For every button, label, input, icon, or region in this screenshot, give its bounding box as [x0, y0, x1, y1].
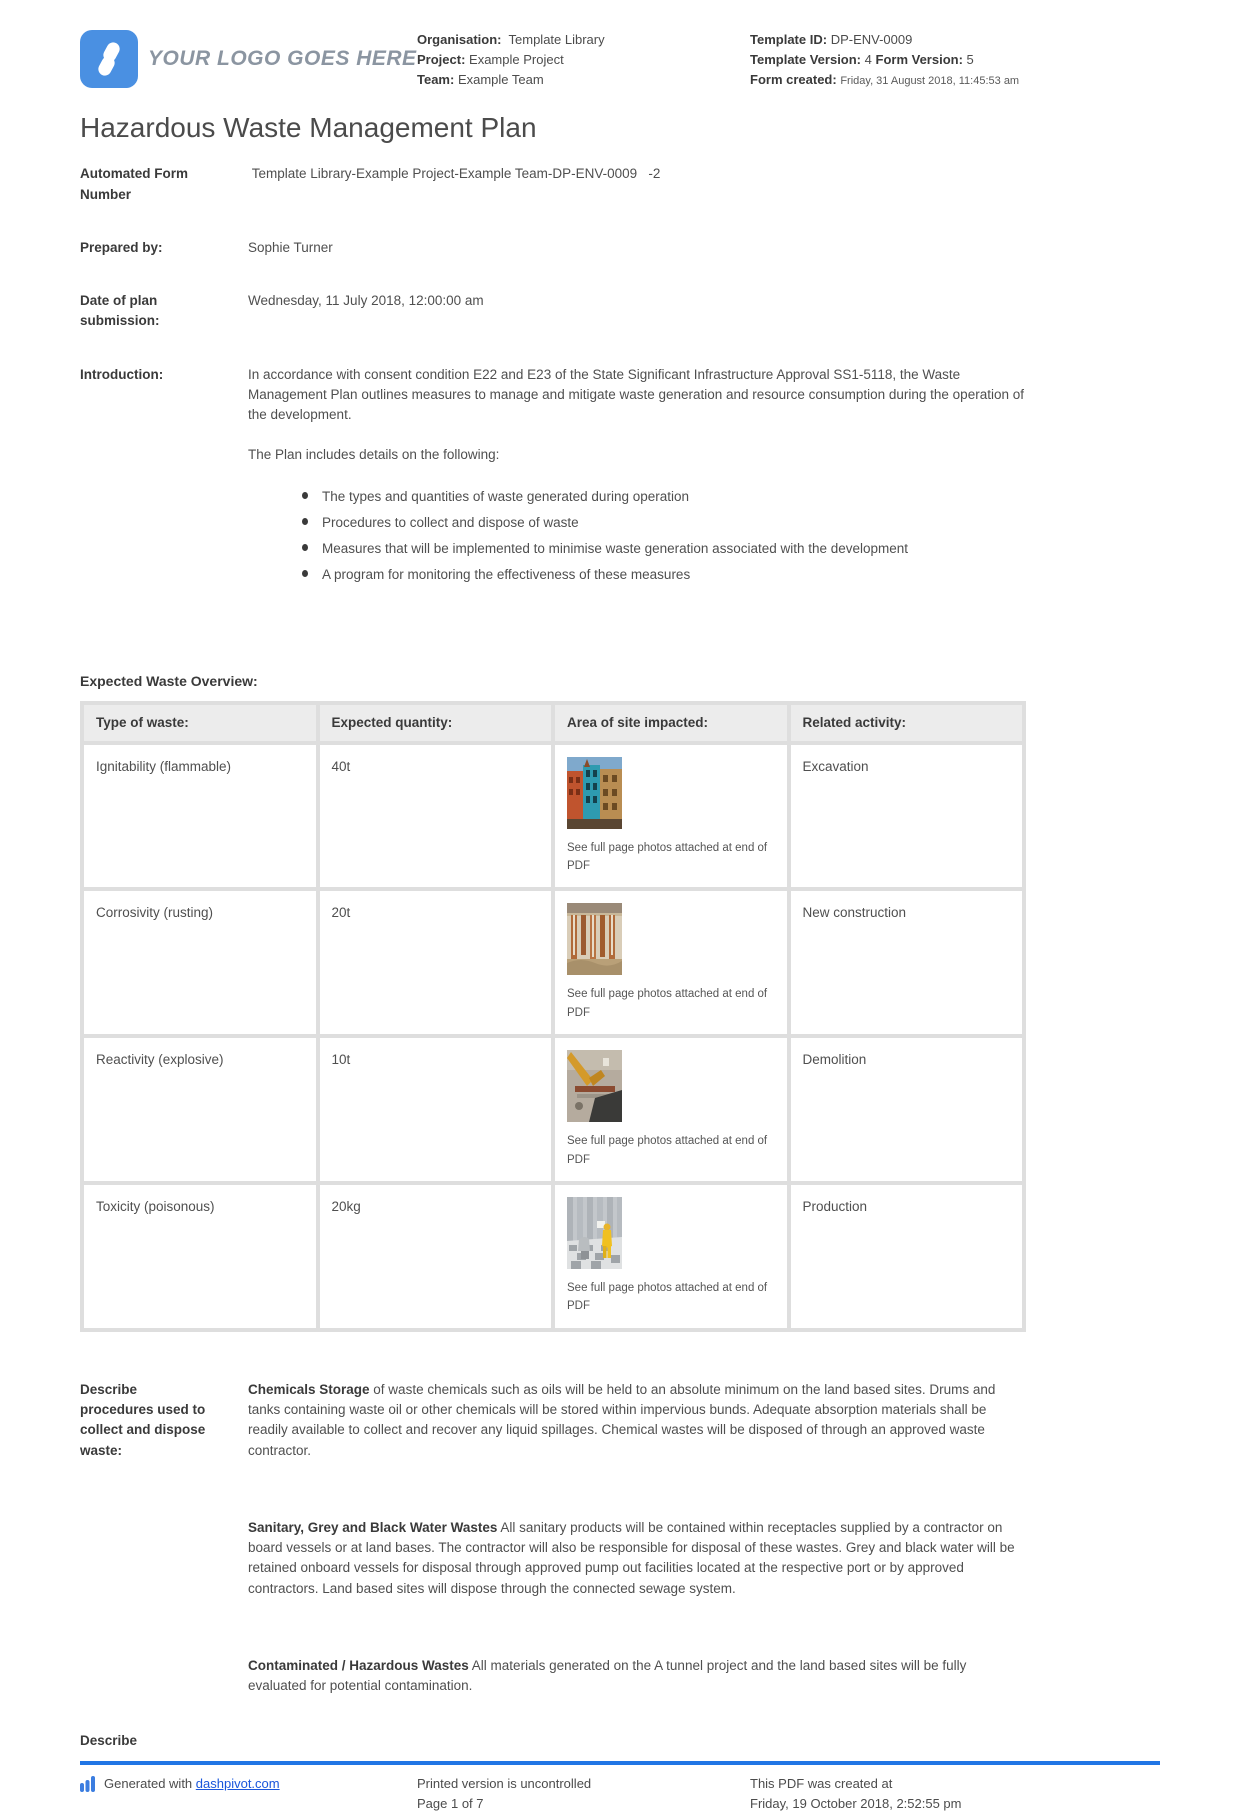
photo-caption: See full page photos attached at end of PDF: [567, 841, 768, 873]
project-value: Example Project: [469, 52, 564, 68]
activity-cell: Production: [791, 1185, 1023, 1328]
col-related-activity: Related activity:: [791, 705, 1023, 741]
demolition-excavator-photo: [567, 1050, 622, 1122]
expected-waste-table: [80, 701, 1026, 1332]
quantity-cell: 40t: [320, 745, 552, 888]
paragraph-text: All sanitary products will be contained within receptacles supplied by a contractor on board vessels or at land bases. The contractor will also be responsible for disposal of these wastes. Grey and black water will be retained onboard vessels for disposal through approved pump out facilities located at the respective port or by approved contractors. Land based sites will dispose through the connected sewage system.: [248, 1519, 1015, 1596]
bar-chart-icon: [80, 1776, 96, 1792]
list-item: [302, 539, 1026, 559]
activity-cell: Excavation: [791, 745, 1023, 888]
photo-cell: [555, 1038, 787, 1181]
bullet-text: Procedures to collect and dispose of waste: [322, 514, 579, 530]
rusted-pillars-photo: [567, 903, 622, 975]
introduction-lead-in: The Plan includes details on the following:: [248, 447, 500, 463]
document-footer: [80, 1748, 1160, 1814]
bullet-text: A program for monitoring the effectiveness of these measures: [322, 567, 691, 583]
form-number-label: Automated Form Number: [80, 166, 188, 202]
template-version-value: 4: [864, 52, 872, 68]
dashpivot-link[interactable]: dashpivot.com: [195, 1776, 280, 1792]
introduction-label: Introduction:: [80, 366, 164, 382]
form-version-value: 5: [966, 52, 974, 68]
photo-cell: [555, 891, 787, 1034]
colorful-buildings-photo: [567, 757, 622, 829]
table-header-row: [84, 705, 1022, 741]
field-procedures: [80, 1380, 1160, 1697]
table-row: [84, 745, 1022, 888]
next-section-label: Describe: [80, 1733, 138, 1749]
logo-placeholder-text: YOUR LOGO GOES HERE: [148, 47, 417, 70]
quantity-cell: 20kg: [320, 1185, 552, 1328]
list-item: [302, 513, 1026, 533]
pdf-created-timestamp: Friday, 19 October 2018, 2:52:55 pm: [750, 1796, 962, 1812]
page-title: Hazardous Waste Management Plan: [80, 112, 537, 144]
footer-divider: [80, 1761, 1160, 1765]
waste-type-cell: Toxicity (poisonous): [84, 1185, 316, 1328]
bullet-icon: [302, 492, 308, 499]
paragraph-bold-lead: Chemicals Storage: [248, 1381, 370, 1397]
quantity-cell: 10t: [320, 1038, 552, 1181]
form-created-value: Friday, 31 August 2018, 11:45:53 am: [840, 75, 1020, 88]
logo: [80, 30, 417, 88]
waste-overview-title: Expected Waste Overview:: [80, 672, 258, 689]
generated-prefix: Generated with: [104, 1776, 196, 1792]
field-form-number: [80, 164, 1160, 205]
photo-caption: See full page photos attached at end of PDF: [567, 988, 768, 1019]
form-created-label: Form created:: [750, 72, 837, 88]
organisation-label: Organisation:: [417, 32, 502, 47]
team-value: Example Team: [457, 72, 544, 88]
logo-mark-icon: [80, 30, 138, 88]
paragraph-text: All materials generated on the A tunnel project and the land based sites will be fully evaluated for potential contamination.: [248, 1657, 967, 1694]
field-introduction: [80, 365, 1160, 592]
activity-cell: Demolition: [791, 1038, 1023, 1181]
page-number: Page 1 of 7: [417, 1796, 484, 1812]
paragraph-bold-lead: Contaminated / Hazardous Wastes: [248, 1657, 469, 1673]
photo-caption: See full page photos attached at end of PDF: [567, 1282, 768, 1313]
bullet-text: The types and quantities of waste generated during operation: [322, 488, 689, 504]
procedures-label: Describe procedures used to collect and dispose waste:: [80, 1381, 206, 1458]
print-info: [417, 1774, 750, 1814]
photo-caption: See full page photos attached at end of PDF: [567, 1135, 768, 1166]
team-label: Team:: [417, 72, 455, 88]
col-area-impacted: Area of site impacted:: [555, 705, 787, 741]
waste-type-cell: Reactivity (explosive): [84, 1038, 316, 1181]
introduction-paragraph: In accordance with consent condition E22 and E23 of the State Significant Infrastructure Approval SS1-5118, the Waste Management Plan outlines measures to manage and mitigate waste generation and resource consumption during the operation of the development.: [248, 366, 1024, 423]
prepared-by-label: Prepared by:: [80, 239, 163, 255]
table-row: [84, 1038, 1022, 1181]
date-value: Wednesday, 11 July 2018, 12:00:00 am: [248, 293, 484, 309]
organisation-value: Template Library: [508, 32, 605, 47]
bullet-icon: [302, 518, 308, 525]
created-info: [750, 1774, 1160, 1814]
date-label: Date of plan submission:: [80, 293, 160, 329]
waste-type-cell: Ignitability (flammable): [84, 745, 316, 888]
list-item: [302, 565, 1026, 585]
project-label: Project:: [417, 52, 466, 68]
form-number-value: Template Library-Example Project-Example Team-DP-ENV-0009 -2: [248, 166, 661, 182]
col-expected-quantity: Expected quantity:: [320, 705, 552, 741]
table-row: [84, 1185, 1022, 1328]
template-version-label: Template Version:: [750, 52, 862, 68]
printed-version-note: Printed version is uncontrolled: [417, 1776, 592, 1792]
procedures-paragraph: [248, 1656, 1026, 1697]
photo-cell: [555, 1185, 787, 1328]
bullet-text: Measures that will be implemented to minimise waste generation associated with the development: [322, 541, 909, 557]
introduction-bullet-list: [248, 487, 1026, 586]
activity-cell: New construction: [791, 891, 1023, 1034]
quantity-cell: 20t: [320, 891, 552, 1034]
template-id-label: Template ID:: [750, 32, 828, 47]
generated-with: [80, 1774, 417, 1814]
form-version-label: Form Version:: [875, 52, 963, 68]
procedures-paragraph: [248, 1380, 1026, 1461]
list-item: [302, 487, 1026, 507]
template-id-value: DP-ENV-0009: [830, 32, 913, 47]
table-row: [84, 891, 1022, 1034]
bullet-icon: [302, 570, 308, 577]
prepared-by-value: Sophie Turner: [248, 239, 333, 255]
hazmat-worker-photo: [567, 1197, 622, 1269]
procedures-paragraph: [248, 1518, 1026, 1599]
pdf-created-label: This PDF was created at: [750, 1776, 893, 1792]
paragraph-bold-lead: Sanitary, Grey and Black Water Wastes: [248, 1519, 498, 1535]
document-header: [80, 30, 1160, 90]
header-template-meta: [750, 30, 1042, 90]
waste-type-cell: Corrosivity (rusting): [84, 891, 316, 1034]
paragraph-text: of waste chemicals such as oils will be held to an absolute minimum on the land based sites. Drums and tanks containing waste oil or other chemicals will be stored within impervious bunds. Adequate absorption materials shall be readily available to collect and recover any liquid spillages. Chemical wastes will be disposed of through an approved waste contractor.: [248, 1381, 996, 1458]
bullet-icon: [302, 544, 308, 551]
header-project-meta: [417, 30, 750, 90]
col-type-of-waste: Type of waste:: [84, 705, 316, 741]
photo-cell: [555, 745, 787, 888]
field-date-of-submission: [80, 291, 1160, 332]
field-prepared-by: [80, 238, 1160, 258]
